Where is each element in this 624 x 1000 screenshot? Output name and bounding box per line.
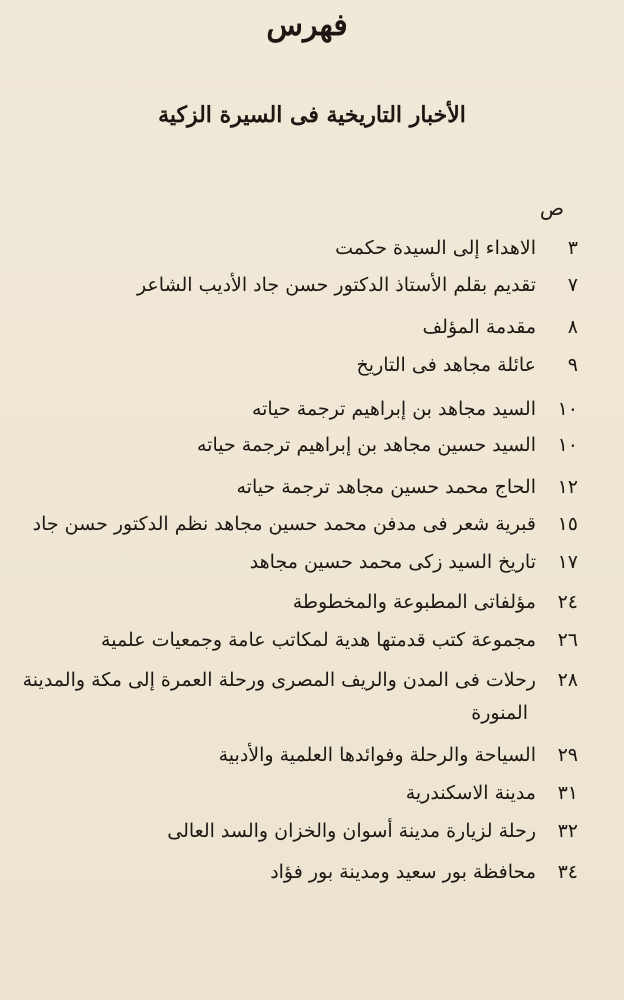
toc-page-number: ٢٤ bbox=[557, 591, 578, 613]
toc-page-number: ٢٨ bbox=[557, 669, 578, 691]
toc-entry bbox=[20, 624, 578, 657]
toc-entry bbox=[20, 815, 578, 848]
toc-entry-title: عائلة مجاهد فى التاريخ bbox=[356, 354, 536, 376]
toc-page-number: ١٠ bbox=[557, 398, 578, 420]
toc-entry-title: السيد مجاهد بن إبراهيم ترجمة حياته bbox=[251, 398, 536, 420]
toc-entry-title: محافظة بور سعيد ومدينة بور فؤاد bbox=[270, 861, 536, 883]
toc-page-number: ٣١ bbox=[557, 782, 578, 804]
toc-entry-title: قبرية شعر فى مدفن محمد حسين مجاهد نظم الدكتور حسن جاد bbox=[32, 513, 536, 535]
toc-page-number: ٩ bbox=[567, 354, 578, 376]
toc-page-number: ٧ bbox=[567, 274, 578, 296]
toc-page-number: ٣٢ bbox=[557, 820, 578, 842]
toc-entry bbox=[20, 777, 578, 810]
toc-entry bbox=[20, 586, 578, 619]
toc-entry-title: مقدمة المؤلف bbox=[422, 316, 536, 338]
toc-entry-title: الاهداء إلى السيدة حكمت bbox=[335, 237, 536, 259]
toc-page-number: ١٠ bbox=[557, 434, 578, 456]
toc-page-number: ٣٤ bbox=[557, 861, 578, 883]
toc-entry-title: رحلات فى المدن والريف المصرى ورحلة العمرة إلى مكة والمدينة bbox=[22, 669, 536, 691]
toc-entry bbox=[20, 393, 578, 426]
toc-entry bbox=[20, 508, 578, 541]
toc-page-number: ٢٦ bbox=[557, 629, 578, 651]
toc-entry bbox=[20, 429, 578, 462]
toc-entry bbox=[20, 739, 578, 772]
toc-entry bbox=[20, 664, 578, 730]
toc-page-number: ٢٩ bbox=[557, 744, 578, 766]
toc-page-number: ٨ bbox=[567, 316, 578, 338]
toc-entry bbox=[20, 232, 578, 265]
toc-page-number: ٣ bbox=[567, 237, 578, 259]
page-column-label: ص bbox=[539, 196, 564, 220]
toc-entry-title: السيد حسين مجاهد بن إبراهيم ترجمة حياته bbox=[197, 434, 536, 456]
toc-entry-title: الحاج محمد حسين مجاهد ترجمة حياته bbox=[236, 476, 536, 498]
toc-entry-title: السياحة والرحلة وفوائدها العلمية والأدبية bbox=[218, 744, 536, 766]
toc-entry-title: تقديم بقلم الأستاذ الدكتور حسن جاد الأديب الشاعر bbox=[136, 274, 536, 296]
section-subtitle: الأخبار التاريخية فى السيرة الزكية bbox=[158, 102, 466, 128]
toc-entry-title-block bbox=[20, 664, 536, 730]
toc-entry bbox=[20, 546, 578, 579]
toc-entry-title-continuation: المنورة bbox=[471, 702, 528, 724]
toc-page-number: ١٥ bbox=[557, 513, 578, 535]
toc-entry-title: مجموعة كتب قدمتها هدية لمكاتب عامة وجمعيات علمية bbox=[101, 629, 536, 651]
toc-entry-title: تاريخ السيد زكى محمد حسين مجاهد bbox=[249, 551, 536, 573]
toc-page-number: ١٢ bbox=[557, 476, 578, 498]
toc-entry bbox=[20, 471, 578, 504]
toc-entry bbox=[20, 269, 578, 302]
toc-entry bbox=[20, 349, 578, 382]
toc-entry-title: مؤلفاتى المطبوعة والمخطوطة bbox=[292, 591, 536, 613]
toc-entry-title: رحلة لزيارة مدينة أسوان والخزان والسد العالى bbox=[167, 820, 536, 842]
page-title: فهرس bbox=[266, 8, 348, 43]
toc-entry bbox=[20, 311, 578, 344]
toc-entry-title: مدينة الاسكندرية bbox=[405, 782, 536, 804]
toc-entry bbox=[20, 856, 578, 889]
toc-page-number: ١٧ bbox=[557, 551, 578, 573]
